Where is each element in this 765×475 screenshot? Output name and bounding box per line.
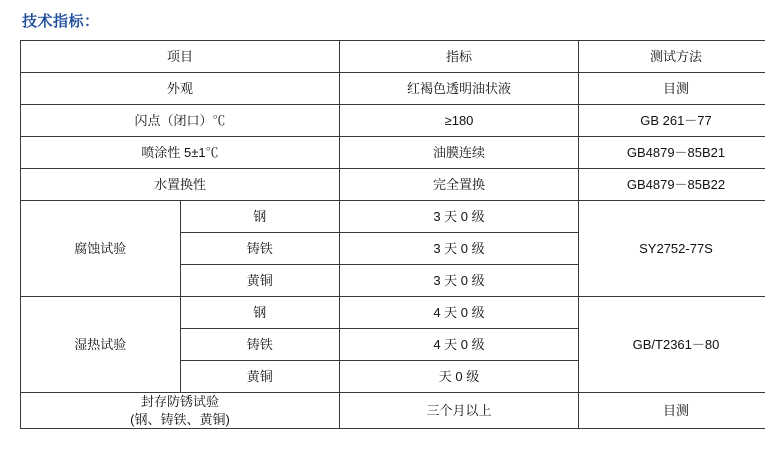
group-method-humidity: GB/T2361－80 bbox=[579, 297, 765, 393]
row-subitem: 铸铁 bbox=[180, 329, 340, 361]
table-row bbox=[21, 201, 765, 233]
group-method-corrosion: SY2752-77S bbox=[579, 201, 765, 297]
row-subitem: 铸铁 bbox=[180, 233, 340, 265]
specifications-table bbox=[20, 40, 765, 429]
row-item-sealed-rust-test bbox=[21, 393, 340, 429]
row-method: 目测 bbox=[579, 393, 765, 429]
row-index: 3 天 0 级 bbox=[340, 201, 579, 233]
row-index: 4 天 0 级 bbox=[340, 297, 579, 329]
table-row bbox=[21, 137, 765, 169]
header-item: 项目 bbox=[21, 41, 340, 73]
row-method: GB 261－77 bbox=[579, 105, 765, 137]
row-subitem: 黄铜 bbox=[180, 265, 340, 297]
row-method: GB4879－85B21 bbox=[579, 137, 765, 169]
row-item-line2: (钢、铸铁、黄铜) bbox=[130, 411, 230, 427]
header-index: 指标 bbox=[340, 41, 579, 73]
row-index: 完全置换 bbox=[340, 169, 579, 201]
row-index: 油膜连续 bbox=[340, 137, 579, 169]
table-row bbox=[21, 73, 765, 105]
row-index: ≥180 bbox=[340, 105, 579, 137]
group-label-corrosion: 腐蚀试验 bbox=[21, 201, 181, 297]
row-index: 3 天 0 级 bbox=[340, 265, 579, 297]
row-index: 4 天 0 级 bbox=[340, 329, 579, 361]
table-row bbox=[21, 297, 765, 329]
table-header-row bbox=[21, 41, 765, 73]
row-item: 外观 bbox=[21, 73, 340, 105]
table-row bbox=[21, 169, 765, 201]
table-row bbox=[21, 105, 765, 137]
row-method: 目测 bbox=[579, 73, 765, 105]
row-item-line1: 封存防锈试验 bbox=[140, 394, 219, 409]
table-row-last bbox=[21, 393, 765, 429]
row-index: 三个月以上 bbox=[340, 393, 579, 429]
row-item: 水置换性 bbox=[21, 169, 340, 201]
page-title: 技术指标： bbox=[22, 13, 100, 30]
group-label-humidity: 湿热试验 bbox=[21, 297, 181, 393]
row-index: 3 天 0 级 bbox=[340, 233, 579, 265]
row-index: 红褐色透明油状液 bbox=[340, 73, 579, 105]
row-index: 天 0 级 bbox=[340, 361, 579, 393]
row-subitem: 钢 bbox=[180, 201, 340, 233]
row-method: GB4879－85B22 bbox=[579, 169, 765, 201]
row-item: 闪点（闭口）℃ bbox=[21, 105, 340, 137]
header-method: 测试方法 bbox=[579, 41, 765, 73]
row-item: 喷涂性 5±1℃ bbox=[21, 137, 340, 169]
row-subitem: 钢 bbox=[180, 297, 340, 329]
row-subitem: 黄铜 bbox=[180, 361, 340, 393]
